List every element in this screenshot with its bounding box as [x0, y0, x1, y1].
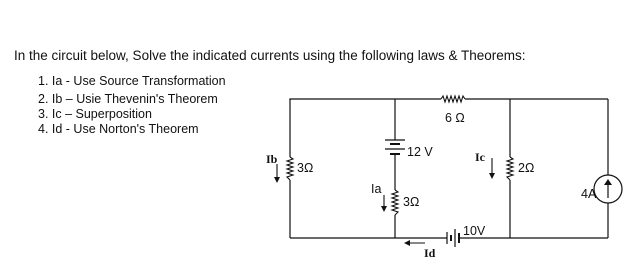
label-v-bottom: 10V [463, 224, 486, 238]
label-r-top: 6 Ω [445, 111, 465, 125]
label-ic: Ic [475, 150, 485, 164]
task-item-id: 4. Id - Use Norton's Theorem [38, 122, 199, 136]
task-item-ia: 1. Ia - Use Source Transformation [38, 74, 226, 88]
resistor-2-ohm [507, 157, 513, 180]
label-r-left: 3Ω [297, 161, 314, 175]
label-ia: Ia [371, 182, 382, 196]
ib-arrow-icon [274, 164, 280, 183]
label-v-top: 12 V [407, 145, 433, 159]
current-source-4a [594, 175, 622, 203]
resistor-6-ohm [441, 96, 465, 102]
label-r-right: 2Ω [518, 161, 535, 175]
ia-arrow-icon [381, 195, 387, 212]
resistor-3-ohm-mid [392, 190, 398, 215]
label-id: Id [424, 246, 436, 260]
battery-12v [385, 140, 405, 154]
problem-statement: In the circuit below, Solve the indicated currents using the following laws & Theorems: [14, 48, 526, 63]
label-current-source: 4A [581, 187, 597, 201]
ic-arrow-icon [489, 158, 495, 179]
label-r-mid: 3Ω [403, 195, 420, 209]
task-item-ic: 3. Ic – Superposition [38, 107, 152, 121]
battery-10v [447, 229, 459, 247]
label-ib: Ib [266, 152, 278, 166]
task-item-ib: 2. Ib – Usie Thevenin's Theorem [38, 92, 218, 106]
wire-top-left [290, 99, 441, 100]
resistor-3-ohm-left [287, 157, 293, 180]
id-arrow-icon [404, 240, 425, 246]
